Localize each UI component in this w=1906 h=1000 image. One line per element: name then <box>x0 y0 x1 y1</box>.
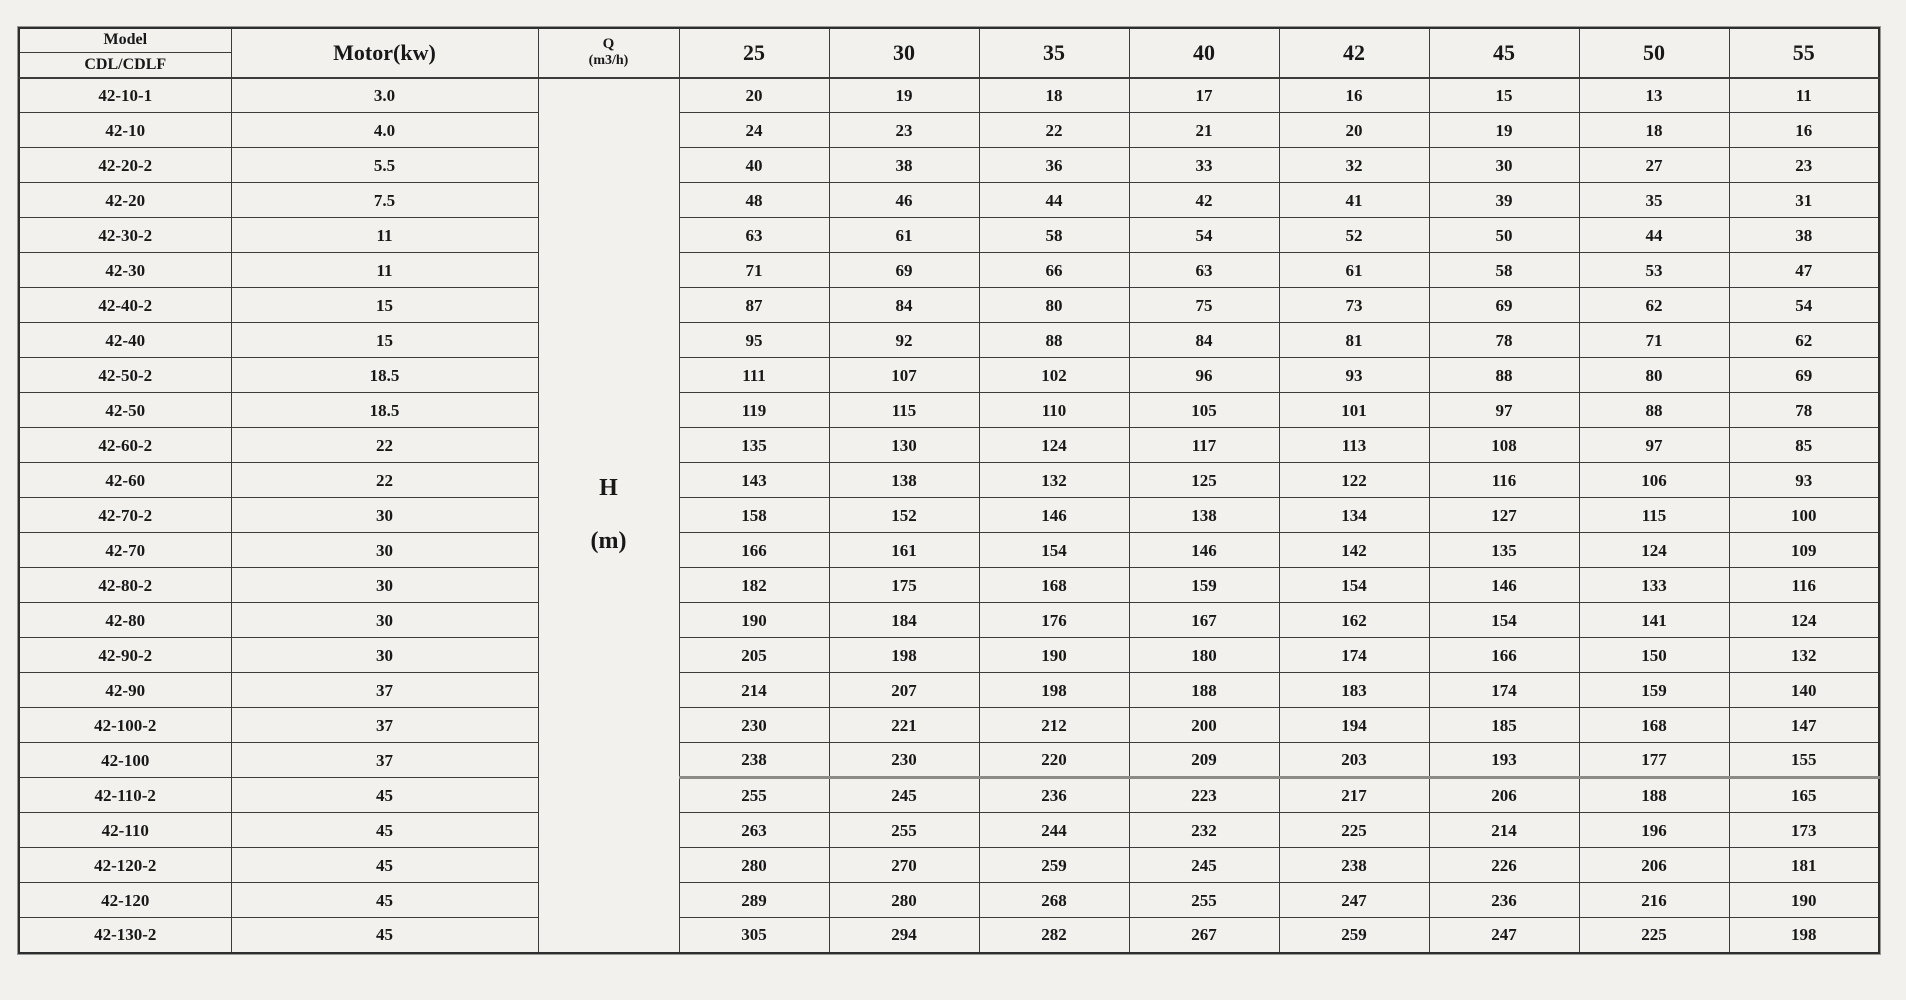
flow-rate-header: 40 <box>1129 28 1279 78</box>
model-cell: 42-80 <box>19 603 231 638</box>
head-value-cell: 53 <box>1579 253 1729 288</box>
table-row <box>19 358 1879 393</box>
head-value-cell: 32 <box>1279 148 1429 183</box>
head-value-cell: 168 <box>1579 708 1729 743</box>
head-value-cell: 198 <box>979 673 1129 708</box>
head-value-cell: 255 <box>679 778 829 813</box>
motor-power-cell: 37 <box>231 708 538 743</box>
model-cell: 42-60-2 <box>19 428 231 463</box>
model-cell: 42-60 <box>19 463 231 498</box>
head-value-cell: 35 <box>1579 183 1729 218</box>
head-value-cell: 268 <box>979 883 1129 918</box>
model-cell: 42-110-2 <box>19 778 231 813</box>
model-cell: 42-80-2 <box>19 568 231 603</box>
model-cell: 42-100 <box>19 743 231 778</box>
head-value-cell: 193 <box>1429 743 1579 778</box>
head-value-cell: 115 <box>1579 498 1729 533</box>
head-value-cell: 175 <box>829 568 979 603</box>
model-cell: 42-30 <box>19 253 231 288</box>
head-value-cell: 200 <box>1129 708 1279 743</box>
head-value-cell: 190 <box>679 603 829 638</box>
head-value-cell: 16 <box>1729 113 1879 148</box>
table-row <box>19 78 1879 113</box>
head-value-cell: 30 <box>1429 148 1579 183</box>
head-value-cell: 41 <box>1279 183 1429 218</box>
head-value-cell: 212 <box>979 708 1129 743</box>
head-value-cell: 122 <box>1279 463 1429 498</box>
model-cell: 42-120 <box>19 883 231 918</box>
head-value-cell: 39 <box>1429 183 1579 218</box>
motor-power-cell: 45 <box>231 918 538 953</box>
head-value-cell: 38 <box>1729 218 1879 253</box>
head-value-cell: 75 <box>1129 288 1279 323</box>
head-value-cell: 154 <box>1429 603 1579 638</box>
head-value-cell: 31 <box>1729 183 1879 218</box>
head-value-cell: 230 <box>679 708 829 743</box>
head-value-cell: 93 <box>1279 358 1429 393</box>
model-column-header <box>19 28 231 78</box>
head-value-cell: 44 <box>1579 218 1729 253</box>
motor-power-cell: 22 <box>231 463 538 498</box>
head-value-cell: 27 <box>1579 148 1729 183</box>
head-value-cell: 214 <box>1429 813 1579 848</box>
head-value-cell: 182 <box>679 568 829 603</box>
motor-power-cell: 45 <box>231 848 538 883</box>
table-row <box>19 638 1879 673</box>
motor-power-cell: 7.5 <box>231 183 538 218</box>
head-value-cell: 33 <box>1129 148 1279 183</box>
head-value-cell: 46 <box>829 183 979 218</box>
model-cell: 42-20 <box>19 183 231 218</box>
table-row <box>19 708 1879 743</box>
head-value-cell: 161 <box>829 533 979 568</box>
head-value-cell: 96 <box>1129 358 1279 393</box>
head-value-cell: 93 <box>1729 463 1879 498</box>
head-value-cell: 97 <box>1579 428 1729 463</box>
model-cell: 42-90-2 <box>19 638 231 673</box>
head-value-cell: 220 <box>979 743 1129 778</box>
table-row <box>19 848 1879 883</box>
head-value-cell: 185 <box>1429 708 1579 743</box>
head-value-cell: 162 <box>1279 603 1429 638</box>
table-row <box>19 428 1879 463</box>
head-value-cell: 13 <box>1579 78 1729 113</box>
head-value-cell: 190 <box>1729 883 1879 918</box>
head-value-cell: 221 <box>829 708 979 743</box>
table-row <box>19 183 1879 218</box>
head-value-cell: 238 <box>679 743 829 778</box>
model-cell: 42-10-1 <box>19 78 231 113</box>
head-value-cell: 166 <box>1429 638 1579 673</box>
head-value-cell: 127 <box>1429 498 1579 533</box>
head-value-cell: 69 <box>829 253 979 288</box>
model-cell: 42-40-2 <box>19 288 231 323</box>
table-row <box>19 778 1879 813</box>
head-value-cell: 174 <box>1429 673 1579 708</box>
motor-power-cell: 30 <box>231 533 538 568</box>
head-value-cell: 19 <box>829 78 979 113</box>
motor-power-cell: 45 <box>231 883 538 918</box>
head-value-cell: 101 <box>1279 393 1429 428</box>
model-cell: 42-70 <box>19 533 231 568</box>
head-value-cell: 80 <box>1579 358 1729 393</box>
head-value-cell: 38 <box>829 148 979 183</box>
head-value-cell: 88 <box>1429 358 1579 393</box>
motor-power-cell: 22 <box>231 428 538 463</box>
head-value-cell: 217 <box>1279 778 1429 813</box>
head-value-cell: 71 <box>679 253 829 288</box>
flow-rate-header: 42 <box>1279 28 1429 78</box>
head-value-cell: 209 <box>1129 743 1279 778</box>
head-value-cell: 116 <box>1729 568 1879 603</box>
head-value-cell: 15 <box>1429 78 1579 113</box>
head-value-cell: 40 <box>679 148 829 183</box>
head-value-cell: 289 <box>679 883 829 918</box>
header-row <box>19 28 1879 78</box>
head-value-cell: 16 <box>1279 78 1429 113</box>
head-value-cell: 140 <box>1729 673 1879 708</box>
head-value-cell: 207 <box>829 673 979 708</box>
motor-power-cell: 45 <box>231 813 538 848</box>
head-value-cell: 109 <box>1729 533 1879 568</box>
head-value-cell: 188 <box>1129 673 1279 708</box>
head-value-cell: 158 <box>679 498 829 533</box>
head-value-cell: 141 <box>1579 603 1729 638</box>
head-unit-label: (m) <box>590 528 627 555</box>
head-value-cell: 259 <box>1279 918 1429 953</box>
head-value-cell: 190 <box>979 638 1129 673</box>
model-cell: 42-40 <box>19 323 231 358</box>
head-value-cell: 225 <box>1579 918 1729 953</box>
model-cell: 42-110 <box>19 813 231 848</box>
table-row <box>19 743 1879 778</box>
table-row <box>19 498 1879 533</box>
head-value-cell: 73 <box>1279 288 1429 323</box>
head-value-cell: 216 <box>1579 883 1729 918</box>
model-cell: 42-20-2 <box>19 148 231 183</box>
head-value-cell: 87 <box>679 288 829 323</box>
head-value-cell: 71 <box>1579 323 1729 358</box>
head-value-cell: 184 <box>829 603 979 638</box>
model-cell: 42-70-2 <box>19 498 231 533</box>
head-value-cell: 206 <box>1579 848 1729 883</box>
pump-performance-table <box>18 27 1880 954</box>
head-value-cell: 69 <box>1429 288 1579 323</box>
head-value-cell: 20 <box>679 78 829 113</box>
head-value-cell: 66 <box>979 253 1129 288</box>
head-value-cell: 80 <box>979 288 1129 323</box>
head-value-cell: 146 <box>1429 568 1579 603</box>
head-value-cell: 135 <box>679 428 829 463</box>
head-value-cell: 22 <box>979 113 1129 148</box>
head-value-cell: 108 <box>1429 428 1579 463</box>
head-value-cell: 21 <box>1129 113 1279 148</box>
head-value-cell: 247 <box>1429 918 1579 953</box>
head-value-cell: 194 <box>1279 708 1429 743</box>
flow-rate-header: 35 <box>979 28 1129 78</box>
flow-rate-header: 45 <box>1429 28 1579 78</box>
head-value-cell: 146 <box>979 498 1129 533</box>
table-row <box>19 393 1879 428</box>
head-value-cell: 147 <box>1729 708 1879 743</box>
head-value-cell: 205 <box>679 638 829 673</box>
head-value-cell: 102 <box>979 358 1129 393</box>
head-value-cell: 50 <box>1429 218 1579 253</box>
head-value-cell: 84 <box>829 288 979 323</box>
head-value-cell: 124 <box>979 428 1129 463</box>
table-row <box>19 568 1879 603</box>
head-value-cell: 230 <box>829 743 979 778</box>
head-value-cell: 146 <box>1129 533 1279 568</box>
head-value-cell: 255 <box>829 813 979 848</box>
model-cell: 42-10 <box>19 113 231 148</box>
head-value-cell: 181 <box>1729 848 1879 883</box>
head-value-cell: 63 <box>1129 253 1279 288</box>
model-cell: 42-30-2 <box>19 218 231 253</box>
head-value-cell: 17 <box>1129 78 1279 113</box>
head-value-cell: 255 <box>1129 883 1279 918</box>
head-value-cell: 18 <box>979 78 1129 113</box>
head-value-cell: 58 <box>979 218 1129 253</box>
head-value-cell: 69 <box>1729 358 1879 393</box>
head-value-cell: 84 <box>1129 323 1279 358</box>
q-symbol-label: Q <box>602 36 615 53</box>
head-value-cell: 23 <box>1729 148 1879 183</box>
head-value-cell: 44 <box>979 183 1129 218</box>
head-value-cell: 23 <box>829 113 979 148</box>
head-value-cell: 78 <box>1729 393 1879 428</box>
head-value-cell: 174 <box>1279 638 1429 673</box>
head-value-cell: 280 <box>679 848 829 883</box>
motor-power-cell: 11 <box>231 218 538 253</box>
model-header-label: Model <box>20 29 231 53</box>
head-value-cell: 263 <box>679 813 829 848</box>
table-row <box>19 813 1879 848</box>
table-row <box>19 323 1879 358</box>
motor-power-cell: 15 <box>231 288 538 323</box>
head-value-cell: 24 <box>679 113 829 148</box>
head-value-cell: 62 <box>1729 323 1879 358</box>
head-value-cell: 11 <box>1729 78 1879 113</box>
motor-power-cell: 4.0 <box>231 113 538 148</box>
motor-power-cell: 18.5 <box>231 393 538 428</box>
head-value-cell: 81 <box>1279 323 1429 358</box>
motor-power-cell: 37 <box>231 743 538 778</box>
motor-power-cell: 30 <box>231 498 538 533</box>
model-cell: 42-130-2 <box>19 918 231 953</box>
head-value-cell: 168 <box>979 568 1129 603</box>
head-value-cell: 19 <box>1429 113 1579 148</box>
head-value-cell: 61 <box>829 218 979 253</box>
table-row <box>19 218 1879 253</box>
head-value-cell: 244 <box>979 813 1129 848</box>
head-value-cell: 124 <box>1579 533 1729 568</box>
head-value-cell: 54 <box>1129 218 1279 253</box>
head-value-cell: 52 <box>1279 218 1429 253</box>
head-value-cell: 18 <box>1579 113 1729 148</box>
motor-power-cell: 30 <box>231 568 538 603</box>
head-value-cell: 132 <box>979 463 1129 498</box>
head-value-cell: 111 <box>679 358 829 393</box>
head-value-cell: 167 <box>1129 603 1279 638</box>
head-value-cell: 154 <box>979 533 1129 568</box>
head-value-cell: 107 <box>829 358 979 393</box>
head-value-cell: 236 <box>979 778 1129 813</box>
head-value-cell: 138 <box>1129 498 1279 533</box>
model-cell: 42-50-2 <box>19 358 231 393</box>
head-value-cell: 247 <box>1279 883 1429 918</box>
motor-power-cell: 5.5 <box>231 148 538 183</box>
head-value-cell: 232 <box>1129 813 1279 848</box>
head-value-cell: 116 <box>1429 463 1579 498</box>
model-cell: 42-100-2 <box>19 708 231 743</box>
head-value-cell: 113 <box>1279 428 1429 463</box>
head-value-cell: 198 <box>1729 918 1879 953</box>
head-value-cell: 58 <box>1429 253 1579 288</box>
head-value-cell: 125 <box>1129 463 1279 498</box>
series-header-label: CDL/CDLF <box>84 56 167 74</box>
model-cell: 42-120-2 <box>19 848 231 883</box>
head-value-cell: 47 <box>1729 253 1879 288</box>
head-value-cell: 203 <box>1279 743 1429 778</box>
table-row <box>19 463 1879 498</box>
head-value-cell: 165 <box>1729 778 1879 813</box>
table-row <box>19 673 1879 708</box>
head-value-cell: 105 <box>1129 393 1279 428</box>
motor-column-header: Motor(kw) <box>231 28 538 78</box>
flow-rate-header: 50 <box>1579 28 1729 78</box>
head-value-cell: 282 <box>979 918 1129 953</box>
head-value-cell: 245 <box>829 778 979 813</box>
head-value-cell: 245 <box>1129 848 1279 883</box>
head-unit-cell <box>538 78 679 953</box>
head-value-cell: 97 <box>1429 393 1579 428</box>
head-value-cell: 88 <box>979 323 1129 358</box>
head-value-cell: 206 <box>1429 778 1579 813</box>
head-value-cell: 88 <box>1579 393 1729 428</box>
table-row <box>19 918 1879 953</box>
q-unit-label: (m3/h) <box>588 53 629 69</box>
flow-rate-header: 55 <box>1729 28 1879 78</box>
model-cell: 42-50 <box>19 393 231 428</box>
motor-power-cell: 30 <box>231 603 538 638</box>
head-value-cell: 62 <box>1579 288 1729 323</box>
model-cell: 42-90 <box>19 673 231 708</box>
head-value-cell: 42 <box>1129 183 1279 218</box>
head-value-cell: 223 <box>1129 778 1279 813</box>
head-value-cell: 117 <box>1129 428 1279 463</box>
motor-power-cell: 3.0 <box>231 78 538 113</box>
head-value-cell: 92 <box>829 323 979 358</box>
head-value-cell: 133 <box>1579 568 1729 603</box>
head-value-cell: 176 <box>979 603 1129 638</box>
head-value-cell: 180 <box>1129 638 1279 673</box>
head-value-cell: 135 <box>1429 533 1579 568</box>
motor-power-cell: 30 <box>231 638 538 673</box>
head-value-cell: 214 <box>679 673 829 708</box>
head-value-cell: 106 <box>1579 463 1729 498</box>
head-value-cell: 150 <box>1579 638 1729 673</box>
head-value-cell: 173 <box>1729 813 1879 848</box>
table-row <box>19 603 1879 638</box>
head-value-cell: 130 <box>829 428 979 463</box>
head-value-cell: 198 <box>829 638 979 673</box>
head-value-cell: 196 <box>1579 813 1729 848</box>
head-value-cell: 20 <box>1279 113 1429 148</box>
head-value-cell: 63 <box>679 218 829 253</box>
head-value-cell: 85 <box>1729 428 1879 463</box>
table-row <box>19 253 1879 288</box>
motor-power-cell: 37 <box>231 673 538 708</box>
head-value-cell: 238 <box>1279 848 1429 883</box>
head-value-cell: 36 <box>979 148 1129 183</box>
table-body <box>19 78 1879 953</box>
head-value-cell: 159 <box>1579 673 1729 708</box>
table-row <box>19 148 1879 183</box>
head-value-cell: 134 <box>1279 498 1429 533</box>
motor-power-cell: 15 <box>231 323 538 358</box>
head-value-cell: 259 <box>979 848 1129 883</box>
table-header <box>19 28 1879 78</box>
motor-power-cell: 11 <box>231 253 538 288</box>
head-value-cell: 188 <box>1579 778 1729 813</box>
head-value-cell: 183 <box>1279 673 1429 708</box>
motor-power-cell: 18.5 <box>231 358 538 393</box>
head-value-cell: 142 <box>1279 533 1429 568</box>
head-value-cell: 280 <box>829 883 979 918</box>
head-value-cell: 48 <box>679 183 829 218</box>
head-value-cell: 115 <box>829 393 979 428</box>
head-value-cell: 305 <box>679 918 829 953</box>
flow-unit-header <box>538 28 679 78</box>
head-value-cell: 132 <box>1729 638 1879 673</box>
head-value-cell: 159 <box>1129 568 1279 603</box>
head-value-cell: 177 <box>1579 743 1729 778</box>
motor-power-cell: 45 <box>231 778 538 813</box>
table-row <box>19 113 1879 148</box>
head-value-cell: 95 <box>679 323 829 358</box>
head-value-cell: 226 <box>1429 848 1579 883</box>
head-value-cell: 100 <box>1729 498 1879 533</box>
head-symbol-label: H <box>599 474 618 501</box>
head-value-cell: 152 <box>829 498 979 533</box>
head-value-cell: 78 <box>1429 323 1579 358</box>
table-row <box>19 533 1879 568</box>
head-value-cell: 294 <box>829 918 979 953</box>
table-row <box>19 883 1879 918</box>
head-value-cell: 110 <box>979 393 1129 428</box>
head-value-cell: 119 <box>679 393 829 428</box>
head-value-cell: 124 <box>1729 603 1879 638</box>
head-value-cell: 61 <box>1279 253 1429 288</box>
head-value-cell: 54 <box>1729 288 1879 323</box>
head-value-cell: 154 <box>1279 568 1429 603</box>
head-value-cell: 270 <box>829 848 979 883</box>
head-value-cell: 225 <box>1279 813 1429 848</box>
table-row <box>19 288 1879 323</box>
flow-rate-header: 25 <box>679 28 829 78</box>
head-value-cell: 143 <box>679 463 829 498</box>
head-value-cell: 267 <box>1129 918 1279 953</box>
head-value-cell: 166 <box>679 533 829 568</box>
head-value-cell: 155 <box>1729 743 1879 778</box>
head-value-cell: 236 <box>1429 883 1579 918</box>
head-value-cell: 138 <box>829 463 979 498</box>
flow-rate-header: 30 <box>829 28 979 78</box>
